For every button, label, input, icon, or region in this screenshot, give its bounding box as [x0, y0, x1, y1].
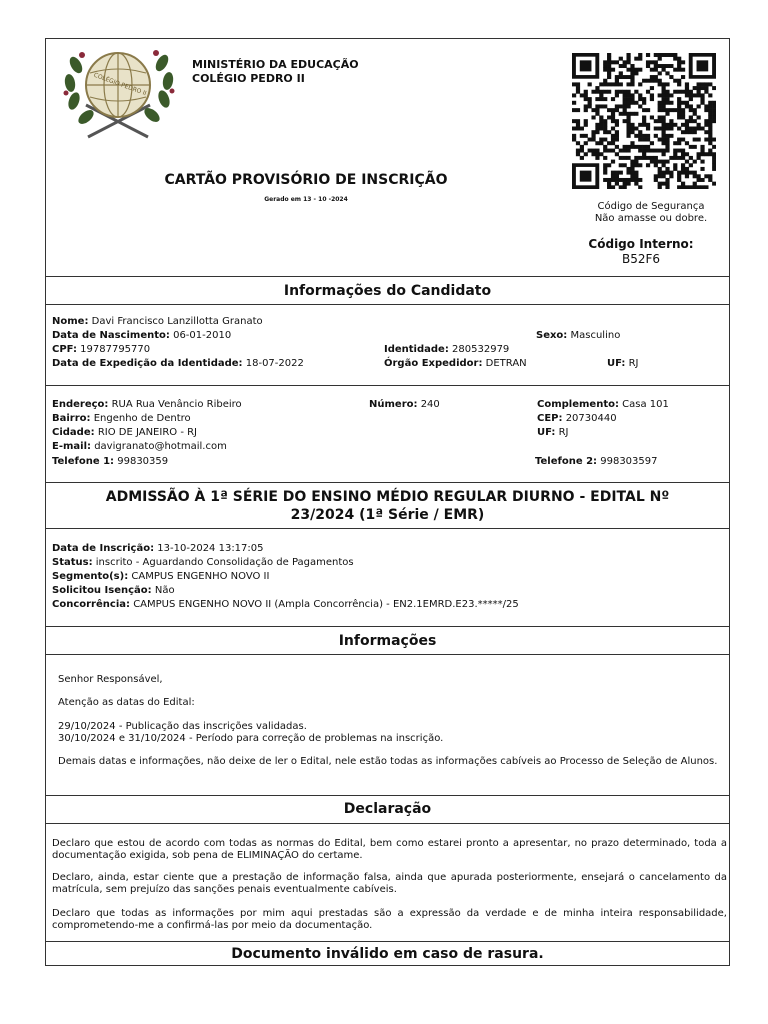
internal-code-value: B52F6	[621, 252, 661, 266]
uf-row: UF: RJ	[537, 427, 569, 438]
candidate-section-title: Informações do Candidato	[283, 283, 492, 299]
qr-code	[572, 53, 716, 189]
generated-date: Gerado em 13 - 10 -2024	[264, 196, 348, 203]
admission-title-line2: 23/2024 (1ª Série / EMR)	[290, 507, 485, 523]
admission-title-line1: ADMISSÃO À 1ª SÉRIE DO ENSINO MÉDIO REGULAR DIURNO - EDITAL Nº	[105, 489, 670, 505]
logo-text: COLÉGIO PEDRO II	[92, 71, 148, 98]
sexo-row: Sexo: Masculino	[536, 330, 621, 341]
expedicao-row: Data de Expedição da Identidade: 18-07-2022	[52, 358, 304, 369]
info-section-title: Informações	[338, 633, 437, 649]
isencao-row: Solicitou Isenção: Não	[52, 585, 175, 596]
declaration-p1: Declaro que estou de acordo com todas as normas do Edital, bem como estarei pronto a apresentar, no prazo determinado, toda a documentação exigida, sob pena de ELIMINAÇÃO do certame.	[52, 838, 727, 861]
cidade-row: Cidade: RIO DE JANEIRO - RJ	[52, 427, 198, 438]
declaration-section-title: Declaração	[343, 801, 432, 817]
telefone1-row: Telefone 1: 99830359	[52, 456, 169, 467]
nome-row: Nome: Davi Francisco Lanzillotta Granato	[52, 316, 263, 327]
card-title: CARTÃO PROVISÓRIO DE INSCRIÇÃO	[164, 172, 448, 188]
endereco-row: Endereço: RUA Rua Venâncio Ribeiro	[52, 399, 242, 410]
ministry-name: MINISTÉRIO DA EDUCAÇÃO	[192, 58, 359, 71]
telefone2-row: Telefone 2: 998303597	[535, 456, 658, 467]
concorrencia-row: Concorrência: CAMPUS ENGENHO NOVO II (Ampla Concorrência) - EN2.1EMRD.E23.*****/25	[52, 599, 519, 610]
bairro-row: Bairro: Engenho de Dentro	[52, 413, 191, 424]
school-name: COLÉGIO PEDRO II	[192, 72, 305, 85]
nasc-row: Data de Nascimento: 06-01-2010	[52, 330, 232, 341]
declaration-p2: Declaro, ainda, estar ciente que a prestação de informação falsa, ainda que apurada posteriormente, ensejará o cancelamento da matrícula, sem prejuízo das sanções penais eventualmente cabíveis.	[52, 872, 727, 895]
security-code-line2: Não amasse ou dobre.	[594, 213, 708, 224]
cep-row: CEP: 20730440	[537, 413, 617, 424]
email-row: E-mail: davigranato@hotmail.com	[52, 441, 227, 452]
status-row: Status: inscrito - Aguardando Consolidação de Pagamentos	[52, 557, 354, 568]
registration-card	[45, 38, 730, 966]
segmento-row: Segmento(s): CAMPUS ENGENHO NOVO II	[52, 571, 270, 582]
info-greeting: Senhor Responsável,	[58, 674, 163, 685]
security-code-line1: Código de Segurança	[597, 201, 705, 212]
info-date2: 30/10/2024 e 31/10/2024 - Período para correção de problemas na inscrição.	[58, 733, 444, 744]
school-logo	[58, 45, 178, 139]
info-attention: Atenção as datas do Edital:	[58, 697, 195, 708]
info-other: Demais datas e informações, não deixe de ler o Edital, nele estão todas as informações cabíveis ao Processo de Seleção de Alunos.	[58, 756, 718, 767]
internal-code-label: Código Interno:	[588, 237, 694, 251]
identidade-row: Identidade: 280532979	[384, 344, 510, 355]
orgao-row: Órgão Expedidor: DETRAN	[384, 358, 527, 369]
declaration-p3: Declaro que todas as informações por mim aqui prestadas são a expressão da verdade e de minha inteira responsabilidade, comprometendo-me a confirmá-las por meio da documentação.	[52, 908, 727, 931]
complemento-row: Complemento: Casa 101	[537, 399, 669, 410]
cpf-row: CPF: 19787795770	[52, 344, 151, 355]
numero-row: Número: 240	[369, 399, 440, 410]
data-inscricao-row: Data de Inscrição: 13-10-2024 13:17:05	[52, 543, 264, 554]
uf-identidade-row: UF: RJ	[607, 358, 639, 369]
footer-warning: Documento inválido em caso de rasura.	[231, 946, 544, 962]
info-date1: 29/10/2024 - Publicação das inscrições validadas.	[58, 721, 307, 732]
